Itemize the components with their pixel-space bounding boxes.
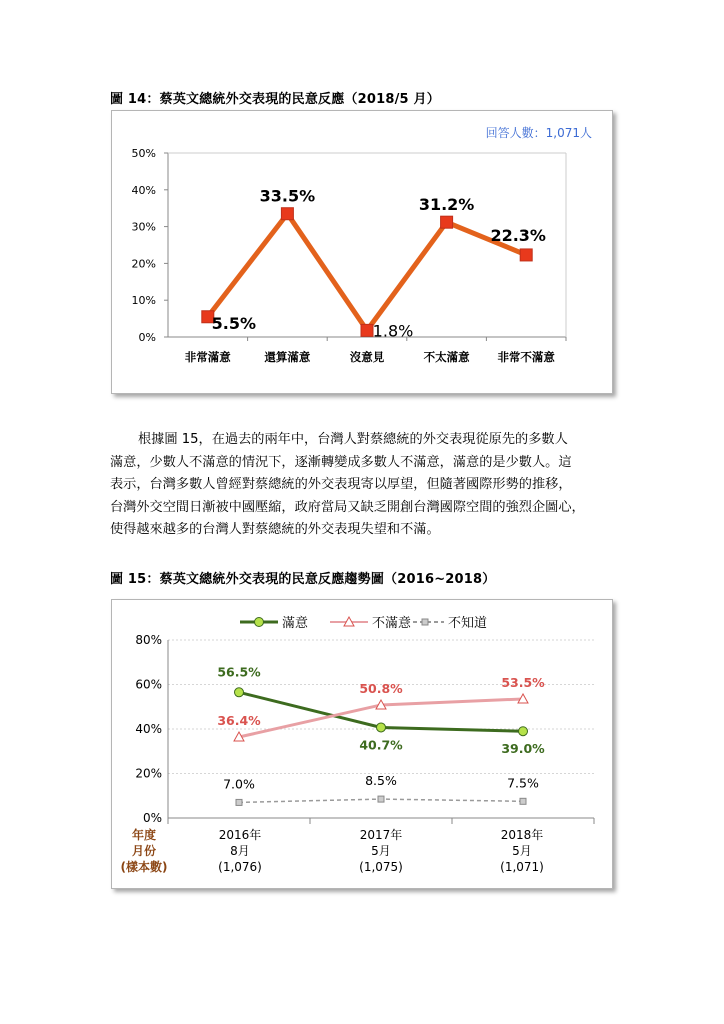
x-category-2018 xyxy=(492,827,552,875)
y-tick-label: 60% xyxy=(135,677,162,692)
fig14-caption: 圖 14：蔡英文總統外交表現的民意反應（2018/5 月） xyxy=(110,92,440,107)
legend-marker xyxy=(422,619,428,625)
data-point xyxy=(520,249,532,261)
body-paragraph xyxy=(110,429,624,542)
data-label: 5.5% xyxy=(211,313,256,333)
sample-label: (1,071) xyxy=(500,860,544,874)
month-label: 5月 xyxy=(512,844,532,858)
data-point xyxy=(361,324,373,336)
y-tick-label: 0% xyxy=(138,331,156,344)
fig14-chart-panel xyxy=(111,110,613,394)
fig14-line-chart xyxy=(112,111,612,393)
sample-label: (1,075) xyxy=(359,860,403,874)
y-tick-label: 40% xyxy=(135,722,162,736)
y-tick-label: 10% xyxy=(131,294,156,308)
fig15-caption: 圖 15：蔡英文總統外交表現的民意反應趨勢圖（2016~2018） xyxy=(110,572,496,587)
y-tick-label: 50% xyxy=(131,147,156,160)
data-label: 1.8% xyxy=(372,321,414,341)
data-label: 8.5% xyxy=(365,773,397,789)
data-point xyxy=(378,796,384,802)
x-category-2016 xyxy=(210,827,270,875)
data-label: 39.0% xyxy=(501,741,545,757)
paragraph-line: 滿意，少數人不滿意的情況下，逐漸轉變成多數人不滿意，滿意的是少數人。這 xyxy=(110,454,572,470)
data-label: 53.5% xyxy=(501,674,545,690)
y-tick-label: 40% xyxy=(131,183,156,197)
data-point xyxy=(519,727,528,736)
x-axis-row-labels xyxy=(116,827,172,875)
year-label: 2017年 xyxy=(359,828,403,842)
month-label: 5月 xyxy=(371,844,391,858)
data-label: 22.3% xyxy=(490,225,546,245)
y-tick-label: 0% xyxy=(142,811,162,825)
x-tick-label: 還算滿意 xyxy=(264,350,311,364)
x-tick-label: 沒意見 xyxy=(349,350,385,364)
data-label: 7.5% xyxy=(507,775,539,791)
paragraph-line: 表示，台灣多數人曾經對蔡總統的外交表現寄以厚望，但隨著國際形勢的推移， xyxy=(110,477,572,492)
y-tick-label: 30% xyxy=(131,220,156,234)
data-label: 56.5% xyxy=(217,664,261,680)
x-tick-label: 不太滿意 xyxy=(423,350,470,364)
legend-marker xyxy=(255,618,264,627)
paragraph-line: 根據圖 15，在過去的兩年中，台灣人對蔡總統的外交表現從原先的多數人 xyxy=(138,432,568,447)
data-label: 7.0% xyxy=(223,776,255,792)
data-label: 33.5% xyxy=(259,186,316,206)
x-tick-label: 非常滿意 xyxy=(184,350,231,364)
data-label: 36.4% xyxy=(217,713,261,729)
data-label: 31.2% xyxy=(418,195,475,215)
y-tick-label: 80% xyxy=(135,633,162,647)
fig15-chart-panel xyxy=(111,599,613,889)
year-label: 2018年 xyxy=(500,828,544,842)
legend-label: 滿意 xyxy=(282,616,309,631)
legend-label: 不知道 xyxy=(448,616,488,631)
paragraph-line: 台灣外交空間日漸被中國壓縮，政府當局又缺乏開創台灣國際空間的強烈企圖心， xyxy=(110,499,585,515)
data-label: 40.7% xyxy=(359,737,403,753)
data-point xyxy=(281,208,293,220)
y-tick-label: 20% xyxy=(135,766,162,781)
month-label: 8月 xyxy=(230,844,250,858)
data-point xyxy=(236,799,242,805)
x-tick-label: 非常不滿意 xyxy=(497,350,555,364)
respondent-count: 回答人數：1,071人 xyxy=(485,126,592,140)
y-tick-label: 20% xyxy=(131,257,156,271)
row-label-sample: (樣本數) xyxy=(120,860,168,874)
row-label-month: 月份 xyxy=(131,844,156,858)
paragraph-line: 使得越來越多的台灣人對蔡總統的外交表現失望和不滿。 xyxy=(110,522,440,537)
data-label: 50.8% xyxy=(359,680,403,696)
data-point xyxy=(377,723,386,732)
sample-label: (1,076) xyxy=(218,860,262,874)
row-label-year: 年度 xyxy=(131,828,156,842)
legend-label: 不滿意 xyxy=(372,616,412,631)
data-point xyxy=(441,216,453,228)
data-point xyxy=(235,688,244,697)
data-point xyxy=(520,798,526,804)
x-category-2017 xyxy=(351,827,411,875)
year-label: 2016年 xyxy=(218,828,262,842)
